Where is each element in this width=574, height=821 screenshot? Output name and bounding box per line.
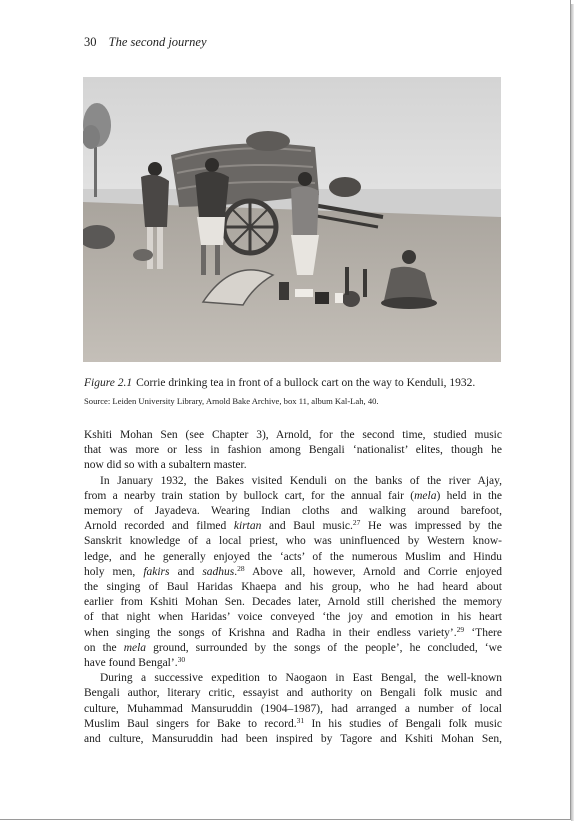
photograph (83, 77, 501, 362)
text-line: of that night when Haridas’ voice conveyed ‘the joy and emotion in his heart (84, 611, 502, 624)
text-line: culture, Muhammad Mansuruddin (1904–1987), had arranged a number of local (84, 702, 502, 715)
text-line: that was more or less in fashion among Bengali ‘nationalist’ elites, though he (84, 444, 502, 457)
text-line: memory of Jayadeva. Wearing Indian cloths and walking around barefoot, (84, 505, 502, 518)
text-line: on the mela ground, surrounded by the songs of the people’, he concluded, ‘we (84, 641, 502, 654)
body-text (84, 428, 502, 747)
text-line: earlier from Kshiti Mohan Sen. Decades later, Arnold still cherished the memory (84, 596, 502, 609)
running-header (84, 35, 207, 50)
footnote-ref: 27 (352, 518, 361, 528)
footnote-ref: 30 (177, 655, 186, 665)
text-line: Arnold recorded and filmed kirtan and Baul music.$^{27}$ He was impressed by the (84, 518, 502, 533)
text-line: holy men, fakirs and sadhus.$^{28}$ Above all, however, Arnold and Corrie enjoyed (84, 563, 503, 578)
text-line: and culture, Mansuruddin had been inspired by Tagore and Kshiti Mohan Sen, (84, 733, 502, 746)
figure-label: Figure 2.1 (84, 377, 133, 389)
text-line: from a nearby train station by bullock cart, for the annual fair (mela) held in the (84, 489, 502, 502)
caption-text: Corrie drinking tea in front of a bullock cart on the way to Kenduli, 1932. (136, 377, 476, 389)
bullock-cart-photo (83, 77, 501, 362)
running-title: The second journey (108, 35, 207, 49)
footnote-ref: 28 (237, 563, 245, 573)
bush (133, 249, 153, 261)
text-line: Bengali author, literary critic, essayist and authority on Bengali folk music and (84, 687, 502, 700)
text-line: ledge, and he generally enjoyed the ‘acts’ of the numerous Muslim and Hindu (84, 550, 502, 563)
footnote-ref: 31 (296, 715, 305, 725)
text-line: the singing of Baul Haridas Khaepa and his group, who he had heard about (84, 581, 502, 594)
text-line: During a successive expedition to Naogaon in East Bengal, the well-known (100, 672, 502, 685)
paragraph (84, 474, 502, 672)
text-line: now did so with a subaltern master. (84, 459, 247, 472)
text-line: have found Bengal’.$^{30}$ (84, 655, 186, 670)
text-line: Muslim Baul singers for Bake to record.$^{31}$ In his studies of Bengali folk music (84, 715, 502, 730)
text-line: when singing the songs of Krishna and Radha in their endless variety’.$^{29}$ ‘There (84, 624, 502, 639)
footnote-ref: 29 (456, 624, 465, 634)
figure-source: Source: Leiden University Library, Arnold Bake Archive, box 11, album Kal-Lah, 40. (84, 396, 379, 406)
paragraph (84, 671, 502, 747)
page-number: 30 (84, 35, 97, 49)
text-line: Sanskrit knowledge of a local priest, who was uninfluenced by Western know- (84, 535, 502, 548)
text-line: Kshiti Mohan Sen (see Chapter 3), Arnold, for the second time, studied music (84, 429, 502, 441)
figure-caption (84, 377, 504, 389)
text-line: In January 1932, the Bakes visited Kenduli on the banks of the river Ajay, (100, 474, 502, 487)
paragraph (84, 428, 502, 474)
